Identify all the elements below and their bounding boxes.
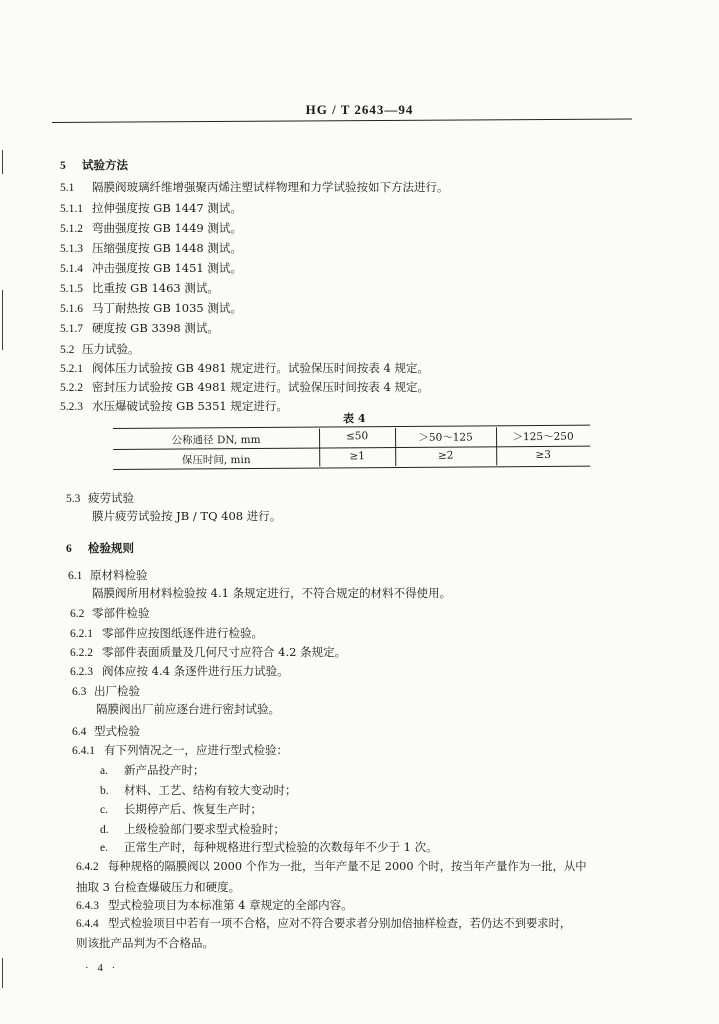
- margin-mark: [2, 958, 3, 988]
- page-number: · 4 ·: [85, 962, 119, 974]
- clause-6-4-1: 6.4.1 有下列情况之一，应进行型式检验：: [72, 743, 288, 757]
- clause-5-1-6: 5.1.6 马丁耐热按 GB 1035 测试。: [60, 301, 242, 315]
- page-header: HG / T 2643—94: [305, 102, 414, 117]
- clause-5-2-2: 5.2.2 密封压力试验按 GB 4981 规定进行。试验保压时间按表 4 规定。: [60, 380, 429, 394]
- clause-5-1: 5.1 隔膜阀玻璃纤维增强聚丙烯注塑试样物理和力学试验按如下方法进行。: [60, 180, 449, 194]
- clause-5-2-3: 5.2.3 水压爆破试验按 GB 5351 规定进行。: [60, 399, 288, 413]
- table-value-3: ≥3: [535, 448, 551, 462]
- list-item-c: c. 长期停产后、恢复生产时；: [100, 802, 262, 816]
- clause-5-2: 5.2 压力试验。: [60, 342, 140, 356]
- clause-5-1-5: 5.1.5 比重按 GB 1463 测试。: [60, 281, 219, 295]
- clause-6-2: 6.2 零部件检验: [70, 606, 150, 620]
- list-item-d: d. 上级检验部门要求型式检验时；: [100, 822, 285, 836]
- clause-6-1: 6.1 原材料检验: [68, 568, 148, 582]
- clause-6-4-2-cont: 抽取 3 台检查爆破压力和硬度。: [76, 880, 241, 894]
- header-rule: [52, 118, 632, 123]
- clause-6-3-body: 隔膜阀出厂前应逐台进行密封试验。: [96, 702, 280, 716]
- table-col-dn-2: ＞50～125: [418, 431, 473, 444]
- clause-5-1-7: 5.1.7 硬度按 GB 3398 测试。: [60, 321, 219, 335]
- list-item-a: a. 新产品投产时；: [100, 763, 205, 777]
- table-value-2: ≥2: [437, 449, 454, 462]
- clause-6-2-1: 6.2.1 零部件应按图纸逐件进行检验。: [70, 626, 263, 640]
- section-5-heading: 5 试验方法: [60, 158, 128, 172]
- table-row-label-dn: 公称通径 DN, mm: [171, 433, 261, 447]
- clause-6-4-4: 6.4.4 型式检验项目中若有一项不合格，应对不符合要求者分别加倍抽样检查，若仍达不到要求时，: [76, 917, 572, 930]
- clause-6-2-2: 6.2.2 零部件表面质量及几何尺寸应符合 4.2 条规定。: [70, 645, 347, 659]
- table-value-1: ≥1: [349, 450, 365, 463]
- clause-6-4-4-cont: 则该批产品判为不合格品。: [76, 936, 214, 950]
- margin-mark: [2, 290, 3, 350]
- clause-5-3-body: 膜片疲劳试验按 JB / TQ 408 进行。: [92, 509, 282, 523]
- list-item-b: b. 材料、工艺、结构有较大变动时；: [100, 783, 297, 797]
- table-4: [113, 425, 590, 470]
- table-col-dn-1: ≤50: [345, 430, 369, 443]
- table-row-label-time: 保压时间, min: [181, 454, 251, 467]
- list-item-e: e. 正常生产时，每种规格进行型式检验的次数每年不少于 1 次。: [100, 840, 438, 854]
- clause-5-1-3: 5.1.3 压缩强度按 GB 1448 测试。: [60, 241, 242, 255]
- clause-5-3: 5.3 疲劳试验: [66, 491, 134, 505]
- clause-5-1-4: 5.1.4 冲击强度按 GB 1451 测试。: [60, 261, 242, 275]
- clause-5-1-1: 5.1.1 拉伸强度按 GB 1447 测试。: [60, 201, 242, 215]
- section-6-heading: 6 检验规则: [66, 541, 134, 555]
- table-4-title: 表 4: [343, 412, 366, 425]
- table-col-dn-3: ＞125～250: [512, 430, 574, 444]
- clause-6-4-2: 6.4.2 每种规格的隔膜阀以 2000 个作为一批，当年产量不足 2000 个时，按当年产量作为一批，从中: [76, 860, 587, 873]
- clause-6-4: 6.4 型式检验: [72, 724, 140, 738]
- clause-5-2-1: 5.2.1 阀体压力试验按 GB 4981 规定进行。试验保压时间按表 4 规定。: [60, 361, 429, 375]
- clause-6-1-body: 隔膜阀所用材料检验按 4.1 条规定进行，不符合规定的材料不得使用。: [92, 586, 452, 600]
- clause-6-4-3: 6.4.3 型式检验项目为本标准第 4 章规定的全部内容。: [76, 898, 353, 912]
- clause-5-1-2: 5.1.2 弯曲强度按 GB 1449 测试。: [60, 221, 242, 235]
- clause-6-3: 6.3 出厂检验: [72, 684, 140, 698]
- clause-6-2-3: 6.2.3 阀体应按 4.4 条逐件进行压力试验。: [70, 664, 289, 678]
- margin-mark: [2, 150, 3, 174]
